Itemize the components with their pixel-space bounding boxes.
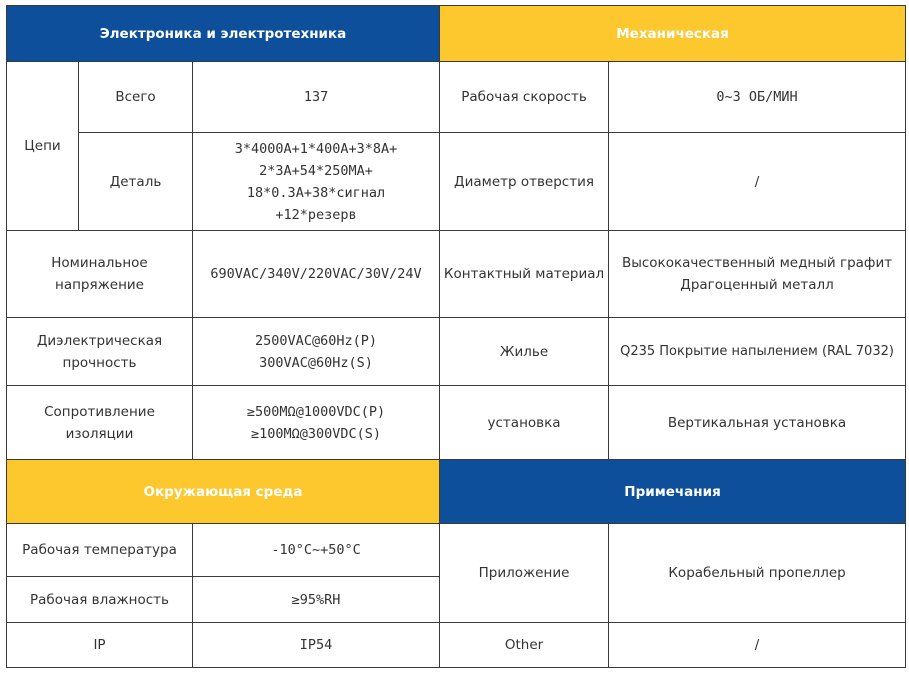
speed-value: 0~3 ОБ/МИН (609, 62, 906, 133)
install-label: установка (440, 386, 609, 460)
detail-line: 2*3A+54*250MA+ (259, 162, 373, 179)
header-environment: Окружающая среда (7, 460, 440, 524)
other-label: Other (440, 623, 609, 668)
table-row (7, 231, 906, 318)
voltage-label-line: Номинальное (51, 255, 148, 271)
detail-line: 3*4000A+1*400A+3*8A+ (234, 140, 398, 157)
header-row-top (7, 6, 906, 62)
humidity-value: ≥95%RH (193, 577, 440, 623)
header-notes: Примечания (440, 460, 906, 524)
other-value: / (609, 623, 906, 668)
hole-label: Диаметр отверстия (440, 133, 609, 231)
housing-value: Q235 Покрытие напылением (RAL 7032) (609, 318, 906, 386)
insulation-label-line: изоляции (65, 425, 134, 442)
contact-value-line: Высококачественный медный графит (621, 255, 893, 271)
detail-line: +12*резерв (275, 206, 357, 223)
insulation-value-line: ≥500MΩ@1000VDC(P) (246, 403, 386, 420)
housing-label: Жилье (440, 318, 609, 386)
dielectric-label-line: прочность (62, 354, 137, 371)
ip-label: IP (7, 623, 193, 668)
table-row (7, 62, 906, 133)
contact-value-line: Драгоценный металл (680, 277, 834, 293)
detail-label: Деталь (79, 133, 193, 231)
application-value: Корабельный пропеллер (609, 524, 906, 623)
temp-label: Рабочая температура (7, 524, 193, 577)
hole-value: / (609, 133, 906, 231)
table-row (7, 318, 906, 386)
dielectric-label (7, 318, 193, 386)
circuits-label: Цепи (7, 62, 79, 231)
speed-label: Рабочая скорость (440, 62, 609, 133)
humidity-label: Рабочая влажность (7, 577, 193, 623)
temp-value: -10°C~+50°C (193, 524, 440, 577)
specification-table (6, 5, 906, 668)
header-mechanical: Механическая (440, 6, 906, 62)
detail-line: 18*0.3A+38*сигнал (246, 184, 386, 201)
dielectric-value (193, 318, 440, 386)
total-value: 137 (193, 62, 440, 133)
total-label: Всего (79, 62, 193, 133)
header-row-bottom (7, 460, 906, 524)
install-value: Вертикальная установка (609, 386, 906, 460)
contact-value (609, 231, 906, 318)
ip-value: IP54 (193, 623, 440, 668)
table-row (7, 623, 906, 668)
table-row (7, 133, 906, 231)
voltage-label (7, 231, 193, 318)
insulation-value (193, 386, 440, 460)
contact-label: Контактный материал (440, 231, 609, 318)
voltage-value: 690VAC/340V/220VAC/30V/24V (193, 231, 440, 318)
insulation-value-line: ≥100MΩ@300VDC(S) (250, 425, 382, 442)
insulation-label (7, 386, 193, 460)
table-row (7, 524, 906, 577)
voltage-label-line: напряжение (55, 277, 144, 293)
dielectric-label-line: Диэлектрическая (36, 332, 163, 349)
dielectric-value-line: 300VAC@60Hz(S) (259, 354, 373, 371)
table-row (7, 386, 906, 460)
header-electronics: Электроника и электротехника (7, 6, 440, 62)
application-label: Приложение (440, 524, 609, 623)
insulation-label-line: Сопротивление (44, 403, 155, 420)
dielectric-value-line: 2500VAC@60Hz(P) (255, 332, 377, 349)
detail-value (193, 133, 440, 231)
